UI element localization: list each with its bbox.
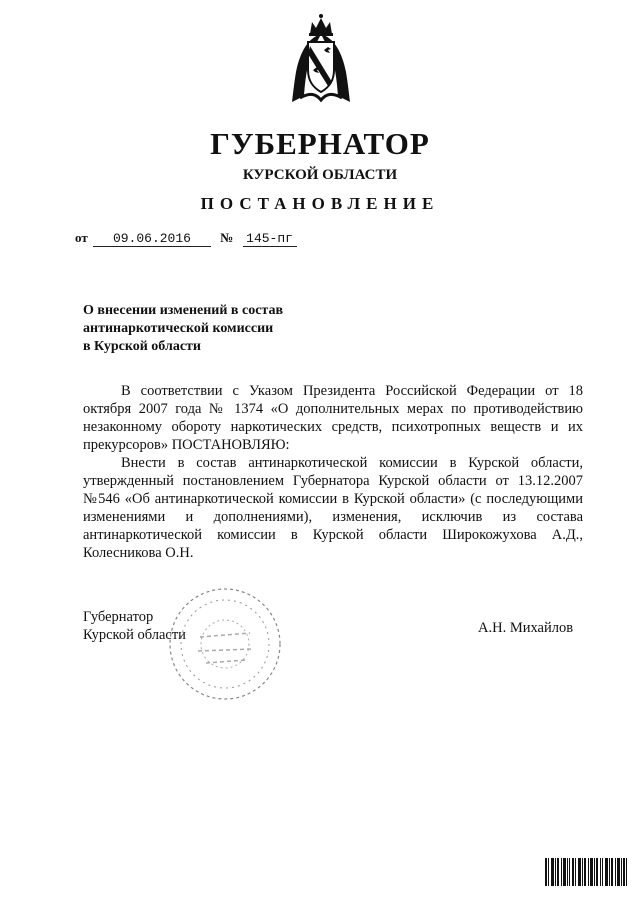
coat-of-arms-icon [290, 12, 352, 104]
document-date: 09.06.2016 [93, 231, 211, 247]
document-body [83, 382, 583, 562]
subject-line: в Курской области [83, 339, 201, 354]
document-number: 145-пг [243, 231, 297, 247]
date-prefix: от [75, 230, 88, 245]
document-type: ПОСТАНОВЛЕНИЕ [200, 194, 440, 213]
signatory-position-line: Курской области [83, 627, 186, 643]
subject-line: О внесении изменений в состав [83, 303, 284, 318]
barcode-icon [545, 858, 627, 886]
region-name: КУРСКОЙ ОБЛАСТИ [242, 167, 398, 183]
document-title: ГУБЕРНАТОР [210, 126, 430, 161]
body-paragraph-preamble: В соответствии с Указом Президента Российской Федерации от 18 октября 2007 года № 1374 «О дополнительных мерах по противодействию незаконному обороту наркотических средств, психотропных веществ и их прекурсоров» ПОСТАНОВЛЯЮ: [83, 383, 583, 453]
number-prefix: № [220, 230, 234, 245]
document-subject [83, 302, 383, 356]
date-number-line [75, 230, 297, 247]
signatory-position [83, 608, 186, 644]
subject-line: антинаркотической комиссии [83, 321, 274, 336]
official-seal-stamp [160, 585, 290, 703]
body-paragraph-resolution: Внести в состав антинаркотической комиссии в Курской области, утвержденный постановлением Губернатора Курской области от 13.12.2007 №546 «Об антинаркотической комиссии в Курской области» (с последующими изменениями и дополнениями), изменения, исключив из состава антинаркотической комиссии в Курской области Широкожухова А.Д., Колесникова О.Н. [83, 455, 583, 561]
signatory-position-line: Губернатор [83, 609, 154, 625]
signatory-name: А.Н. Михайлов [478, 620, 574, 636]
